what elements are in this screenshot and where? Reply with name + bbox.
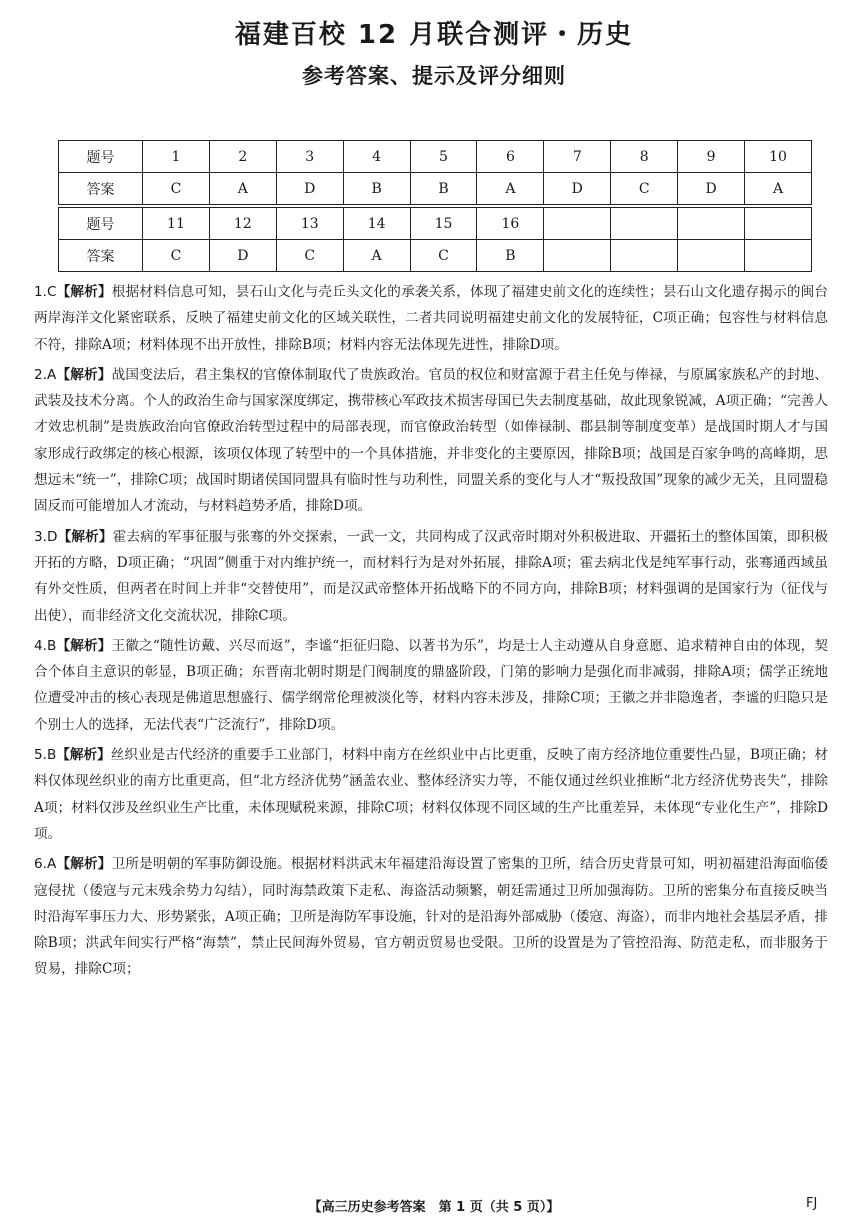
explanation-text: 卫所是明朝的军事防御设施。根据材料洪武末年福建沿海设置了密集的卫所，结合历史背景可知，明初福建沿海面临倭寇侵扰（倭寇与元末残余势力勾结），同时海禁政策下走私、海盗活动频繁，朝廷需通过卫所加强海防。卫所的密集分布直接反映当时沿海军事压力大、形势紧张，A项正确；卫所是海防军事设施，针对的是沿海外部威胁（倭寇、海盗），而非内地社会基层矛盾，排除B项；洪武年间实行严格“海禁”，禁止民间海外贸易，官方朝贡贸易也受限。卫所的设置是为了管控沿海、防范走私，而非服务于贸易，排除C项； (34, 856, 828, 978)
question-answer-label: 2.A (34, 366, 57, 383)
question-number-cell: 6 (477, 141, 544, 173)
answer-cell: D (276, 173, 343, 205)
answer-cell (678, 240, 745, 272)
answer-cell: D (209, 240, 276, 272)
analysis-tag: 【解析】 (56, 284, 112, 300)
question-number-cell (611, 208, 678, 240)
explanation-item (34, 633, 828, 738)
analysis-tag: 【解析】 (57, 528, 113, 545)
page-subtitle: 参考答案、提示及评分细则 (302, 64, 566, 88)
answer-cell: C (611, 173, 678, 205)
answer-cell: B (343, 173, 410, 205)
answer-cell: D (678, 173, 745, 205)
explanation-item (34, 742, 828, 847)
question-answer-label: 4.B (34, 637, 57, 654)
question-number-cell: 9 (678, 141, 745, 173)
question-number-row (59, 208, 812, 240)
question-number-cell: 10 (745, 141, 812, 173)
answer-cell (544, 240, 611, 272)
question-number-cell: 5 (410, 141, 477, 173)
answer-row (59, 173, 812, 205)
question-answer-label: 1.C (34, 284, 57, 300)
answer-cell: A (343, 240, 410, 272)
answer-cell: D (544, 173, 611, 205)
explanation-item (34, 851, 828, 982)
answer-cell: C (143, 173, 210, 205)
question-number-cell: 7 (544, 141, 611, 173)
explanation-text: 霍去病的军事征服与张骞的外交探索，一武一文，共同构成了汉武帝时期对外积极进取、开疆拓土的整体国策，即积极开拓的方略，D项正确；“巩固”侧重于对内维护统一，而材料行为是对外拓展，排除A项；霍去病北伐是纯军事行动，张骞通西域虽有外交性质，但两者在时间上并非“交替使用”，而是汉武帝整体开拓战略下的不同方向，排除B项；材料强调的是国家行为（征伐与出使），而非经济文化交流状况，排除C项。 (34, 528, 829, 624)
explanation-text: 根据材料信息可知，昙石山文化与壳丘头文化的承袭关系，体现了福建史前文化的连续性；昙石山文化遗存揭示的闽台两岸海洋文化紧密联系，反映了福建史前文化的区域关联性，二者共同说明福建史前文化的发展特征，C项正确；包容性与材料信息不符，排除A项；材料体现不出开放性，排除B项；材料内容无法体现先进性，排除D项。 (34, 284, 828, 353)
answer-cell: B (410, 173, 477, 205)
answer-row (59, 240, 812, 272)
row-header-answer: 答案 (59, 240, 143, 272)
question-number-cell (745, 208, 812, 240)
answer-cell (745, 240, 812, 272)
question-answer-label: 5.B (34, 747, 57, 764)
question-number-cell: 8 (611, 141, 678, 173)
page-title: 福建百校 12 月联合测评・历史 (234, 20, 634, 50)
answer-cell: A (209, 173, 276, 205)
question-answer-label: 6.A (34, 856, 57, 873)
row-header-question: 题号 (59, 141, 143, 173)
page-footer: 【高三历史参考答案 第 1 页（共 5 页）】 (308, 1200, 560, 1215)
analysis-tag: 【解析】 (56, 366, 112, 383)
explanation-item (34, 362, 828, 520)
answer-cell: C (410, 240, 477, 272)
row-header-question: 题号 (59, 208, 143, 240)
answer-cell: B (477, 240, 544, 272)
answer-cell (611, 240, 678, 272)
question-answer-label: 3.D (34, 528, 58, 545)
question-number-cell: 13 (276, 208, 343, 240)
question-number-cell: 4 (343, 141, 410, 173)
question-number-cell: 1 (143, 141, 210, 173)
answer-cell: A (745, 173, 812, 205)
analysis-tag: 【解析】 (56, 747, 111, 764)
row-header-answer: 答案 (59, 173, 143, 205)
explanation-text: 王徽之“随性访戴、兴尽而返”，李谧“拒征归隐、以著书为乐”，均是士人主动遵从自身意愿、追求精神自由的体现，契合个体自主意识的彰显，B项正确；东晋南北朝时期是门阀制度的鼎盛阶段，门第的影响力是强化而非减弱，排除A项；儒学正统地位遭受冲击的核心表现是佛道思想盛行、儒学纲常伦理被淡化等，材料内容未涉及，排除C项；王徽之并非隐逸者，李谧的归隐只是个别士人的选择，无法代表“广泛流行”，排除D项。 (34, 637, 829, 733)
analysis-tag: 【解析】 (56, 637, 112, 654)
question-number-cell: 2 (209, 141, 276, 173)
question-number-cell (678, 208, 745, 240)
region-code: FJ (806, 1196, 818, 1211)
answer-cell: C (276, 240, 343, 272)
question-number-cell: 12 (209, 208, 276, 240)
analysis-tag: 【解析】 (56, 856, 112, 873)
question-number-cell: 14 (343, 208, 410, 240)
question-number-cell (544, 208, 611, 240)
question-number-cell: 15 (410, 208, 477, 240)
answer-cell: C (143, 240, 210, 272)
answer-table-2 (58, 207, 812, 272)
question-number-row (59, 141, 812, 173)
question-number-cell: 16 (477, 208, 544, 240)
explanation-item (34, 524, 828, 629)
explanations-section (34, 279, 828, 987)
explanation-item (34, 279, 828, 358)
answer-table-1 (58, 140, 812, 205)
explanation-text: 丝织业是古代经济的重要手工业部门，材料中南方在丝织业中占比更重，反映了南方经济地位重要性凸显，B项正确；材料仅体现丝织业的南方比重更高，但“北方经济优势”涵盖农业、整体经济实力等，不能仅通过丝织业推断“北方经济优势丧失”，排除A项；材料仅涉及丝织业生产比重，未体现赋税来源，排除C项；材料仅体现不同区域的生产比重差异，未体现“专业化生产”，排除D项。 (34, 747, 828, 842)
question-number-cell: 3 (276, 141, 343, 173)
explanation-text: 战国变法后，君主集权的官僚体制取代了贵族政治。官员的权位和财富源于君主任免与俸禄，与原属家族私产的封地、武装及技术分离。个人的政治生命与国家深度绑定，携带核心军政技术损害母国已失去制度基础，故此现象锐减，A项正确；“完善人才效忠机制”是贵族政治向官僚政治转型过程中的局部表现，而官僚政治转型（如俸禄制、郡县制等制度变革）是战国时期人才与国家形成行政绑定的核心根源，该项仅体现了转型中的一个具体措施，并非变化的主要原因，排除B项；战国是百家争鸣的高峰期，思想远未“统一”，排除C项；战国时期诸侯国同盟具有临时性与功利性，同盟关系的变化与人才“叛投敌国”现象的减少无关，且同盟稳固反而可能增加人才流动，与材料趋势矛盾，排除D项。 (34, 366, 828, 515)
answer-cell: A (477, 173, 544, 205)
question-number-cell: 11 (143, 208, 210, 240)
